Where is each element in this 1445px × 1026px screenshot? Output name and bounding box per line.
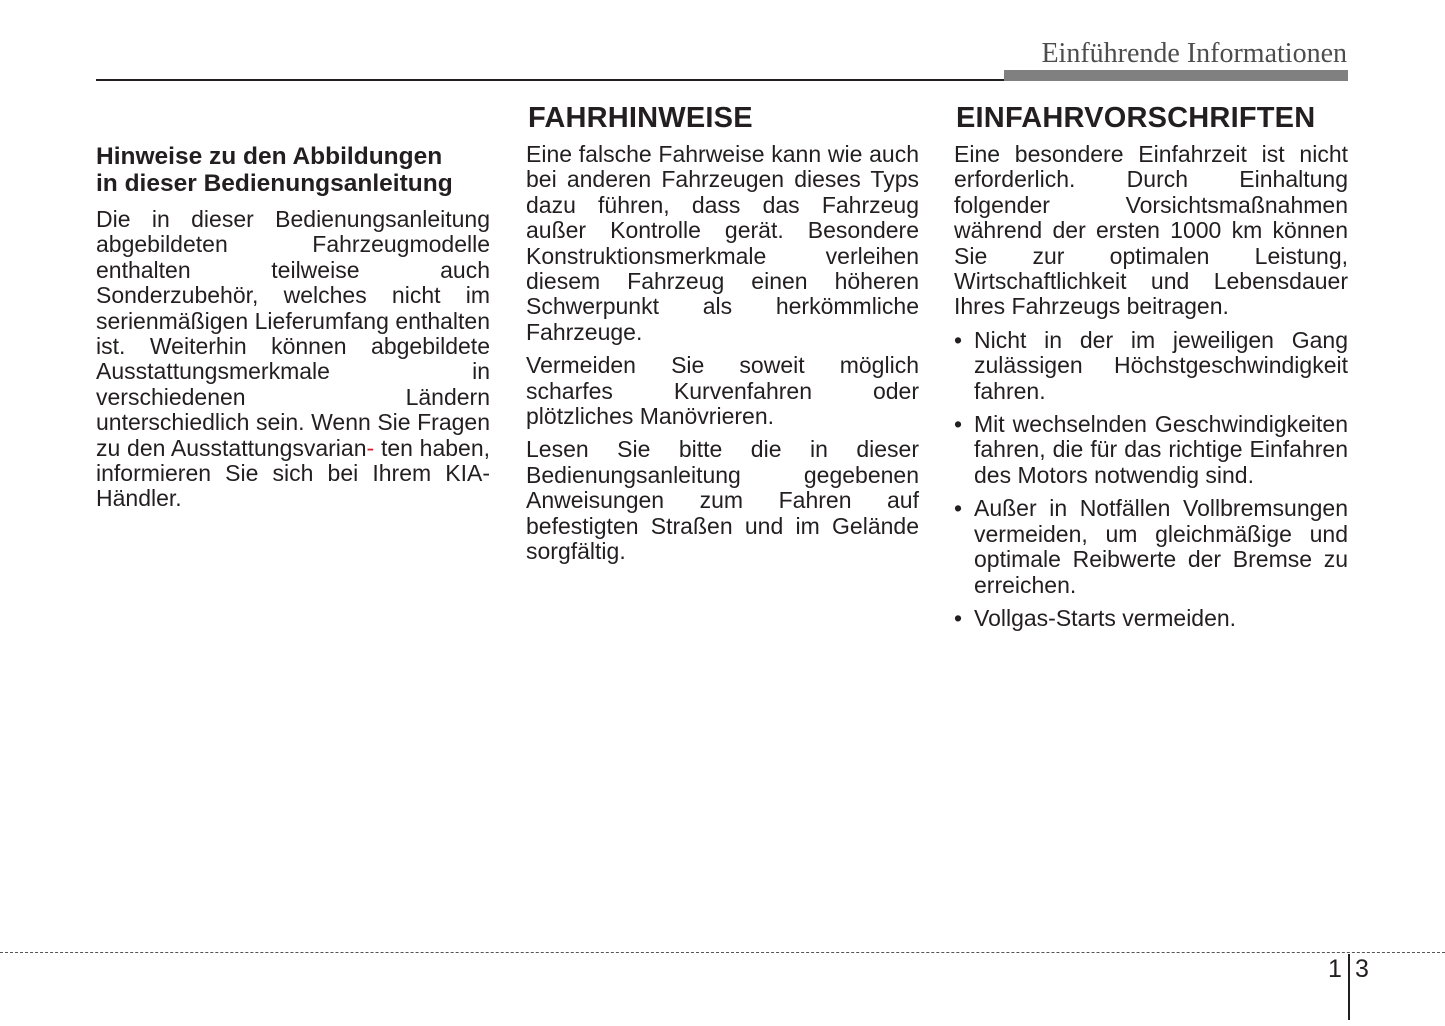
- paragraph-end-text: ten haben, informieren Sie sich bei Ihrem KIA-Händler.: [96, 434, 491, 512]
- page-number-divider: [1348, 954, 1350, 1020]
- subheading-line-2: in dieser Bedienungsanleitung: [96, 170, 453, 197]
- page-number: 3: [1355, 955, 1369, 983]
- header-rule: [96, 79, 1006, 81]
- list-item-text: Vollgas-Starts vermeiden.: [974, 604, 1237, 631]
- paragraph-main-text: Die in dieser Bedienungsanleitung abgebildeten Fahrzeugmodelle enthalten teilweise auch Sonderzubehör, welches nicht im serienmäßigen Lieferumfang enthalten ist. Weiterhin können abgebildete Ausstattungsmerkmale in verschiedenen Ländern unterschiedlich sein. Wenn Sie Fragen zu den Ausstattungsvarian: [96, 206, 490, 461]
- illustrations-subheading: [96, 143, 490, 197]
- list-item: [954, 412, 1348, 488]
- left-column: [96, 98, 490, 520]
- bullet-icon: •: [954, 495, 963, 522]
- list-item: [954, 496, 1348, 598]
- chapter-title: Einführende Informationen: [1041, 38, 1347, 69]
- header-bar: [1004, 70, 1348, 81]
- subheading-line-1: Hinweise zu den Abbildungen: [96, 143, 443, 170]
- illustrations-paragraph: [96, 207, 490, 512]
- list-item-text: Außer in Notfällen Vollbremsungen vermeiden, um gleichmäßige und optimale Reibwerte der Bremse zu erreichen.: [974, 495, 1348, 598]
- list-item-text: Mit wechselnden Geschwindigkeiten fahren, die für das richtige Einfahren des Motors notwendig sind.: [974, 411, 1348, 488]
- bullet-icon: •: [954, 326, 963, 353]
- bullet-icon: •: [954, 411, 963, 438]
- right-column: [954, 98, 1348, 639]
- break-in-intro: Eine besondere Einfahrzeit ist nicht erforderlich. Durch Einhaltung folgender Vorsichtsmaßnahmen während der ersten 1000 km können Sie zur optimalen Leistung, Wirtschaftlichkeit und Lebensdauer Ihres Fahrzeugs beitragen.: [954, 141, 1348, 320]
- footer-dashed-rule: [0, 952, 1445, 953]
- driving-paragraph-3: Lesen Sie bitte die in dieser Bedienungsanleitung gegebenen Anweisungen zum Fahren auf befestigten Straßen und im Gelände sorgfältig.: [526, 436, 919, 565]
- list-item: [954, 328, 1348, 404]
- break-in-heading: EINFAHRVORSCHRIFTEN: [956, 102, 1316, 134]
- list-item-text: Nicht in der im jeweiligen Gang zulässigen Höchstgeschwindigkeit fahren.: [974, 326, 1348, 404]
- driving-paragraph-1: Eine falsche Fahrweise kann wie auch bei anderen Fahrzeugen dieses Typs dazu führen, dass das Fahrzeug außer Kontrolle gerät. Besondere Konstruktionsmerkmale verleihen diesem Fahrzeug einen höheren Schwerpunkt als herkömmliche Fahrzeuge.: [526, 141, 919, 345]
- driving-paragraph-2: Vermeiden Sie soweit möglich scharfes Kurvenfahren oder plötzliches Manövrieren.: [526, 352, 919, 430]
- driving-tips-heading: FAHRHINWEISE: [528, 102, 753, 134]
- middle-column: [526, 98, 919, 573]
- list-item: [954, 606, 1348, 631]
- break-in-list: [954, 328, 1348, 631]
- chapter-number: 1: [1328, 955, 1342, 983]
- hyphenation-mark: -: [366, 434, 375, 461]
- bullet-icon: •: [954, 604, 963, 631]
